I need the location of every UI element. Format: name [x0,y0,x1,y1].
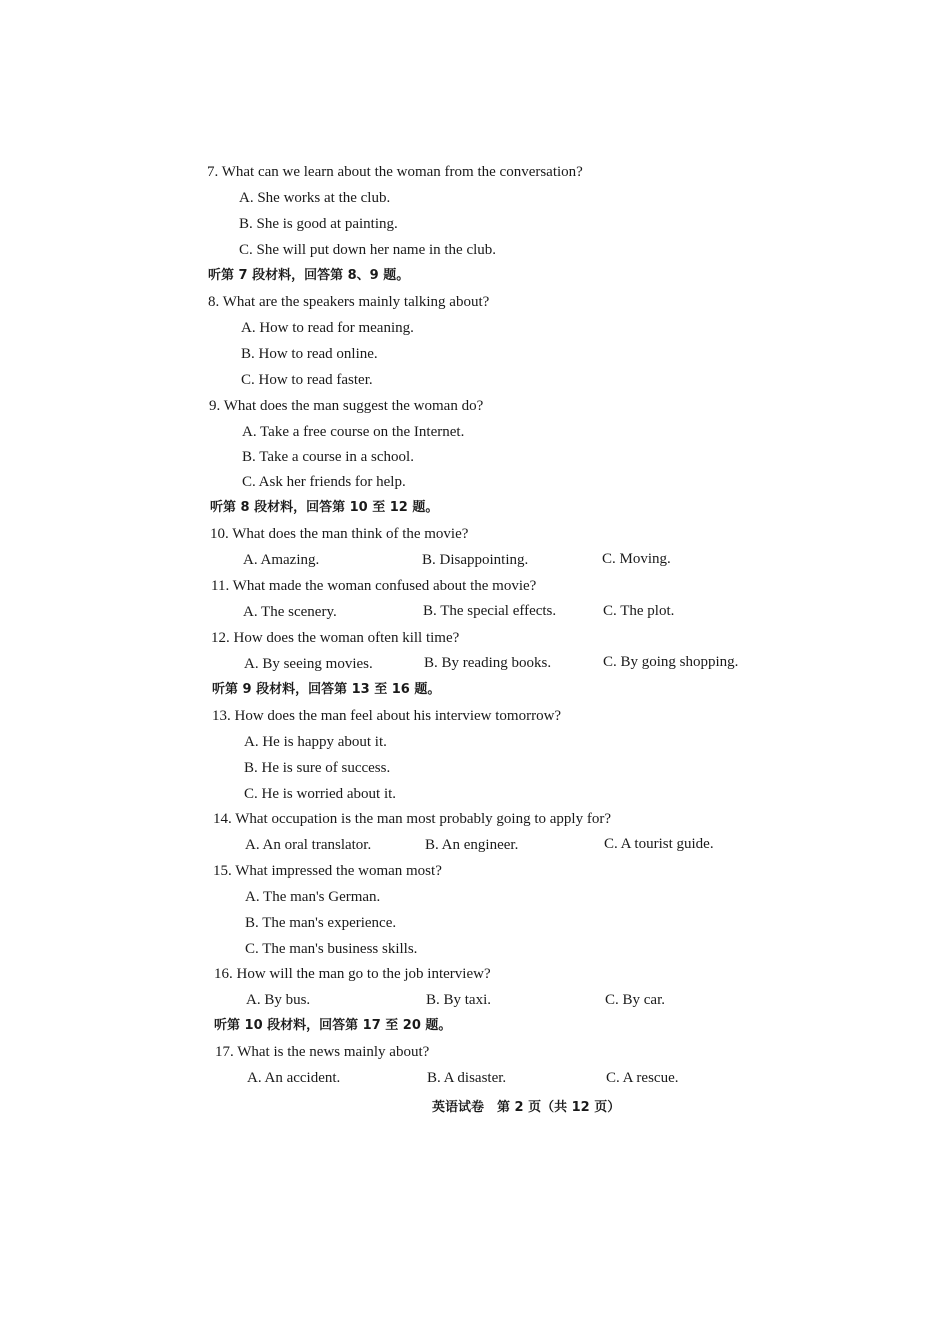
q8-option-a: A. How to read for meaning. [241,320,414,336]
section-heading-9: 听第 9 段材料，回答第 13 至 16 题。 [212,682,441,697]
page-footer: 英语试卷 第 2 页（共 12 页） [432,1100,621,1115]
q13-option-c: C. He is worried about it. [244,786,397,802]
question-10: 10. What does the man think of the movie? [210,526,469,542]
q8-option-c: C. How to read faster. [241,372,373,388]
q11-option-a: A. The scenery. [243,604,337,620]
q14-option-a: A. An oral translator. [245,837,372,853]
q11-option-b: B. The special effects. [423,603,557,619]
q9-option-a: A. Take a free course on the Internet. [242,424,465,440]
q14-option-b: B. An engineer. [425,837,519,853]
question-9: 9. What does the man suggest the woman do? [209,398,484,414]
q16-option-a: A. By bus. [246,992,311,1008]
q10-option-b: B. Disappointing. [422,552,529,568]
q10-option-a: A. Amazing. [243,552,320,568]
question-15: 15. What impressed the woman most? [213,863,442,879]
q10-option-c: C. Moving. [602,551,671,567]
q17-option-c: C. A rescue. [606,1070,679,1086]
q12-option-b: B. By reading books. [424,655,552,671]
q15-option-b: B. The man's experience. [245,915,397,931]
question-12: 12. How does the woman often kill time? [211,630,460,646]
question-7: 7. What can we learn about the woman from the conversation? [207,164,583,180]
q8-option-b: B. How to read online. [241,346,378,362]
q13-option-a: A. He is happy about it. [244,734,387,750]
question-17: 17. What is the news mainly about? [215,1044,430,1060]
q17-option-a: A. An accident. [247,1070,341,1086]
q15-option-c: C. The man's business skills. [245,941,418,957]
q9-option-b: B. Take a course in a school. [242,449,414,465]
section-heading-10: 听第 10 段材料，回答第 17 至 20 题。 [214,1018,452,1033]
q9-option-c: C. Ask her friends for help. [242,474,406,490]
question-16: 16. How will the man go to the job interview? [214,966,491,982]
q16-option-c: C. By car. [605,992,665,1008]
q13-option-b: B. He is sure of success. [244,760,391,776]
q7-option-c: C. She will put down her name in the club. [239,242,497,258]
question-8: 8. What are the speakers mainly talking about? [208,294,490,310]
question-13: 13. How does the man feel about his interview tomorrow? [212,708,562,724]
section-heading-8: 听第 8 段材料，回答第 10 至 12 题。 [210,500,439,515]
q17-option-b: B. A disaster. [427,1070,507,1086]
q16-option-b: B. By taxi. [426,992,492,1008]
q15-option-a: A. The man's German. [245,889,381,905]
q7-option-a: A. She works at the club. [239,190,391,206]
q12-option-a: A. By seeing movies. [244,656,373,672]
q14-option-c: C. A tourist guide. [604,836,714,852]
q12-option-c: C. By going shopping. [603,654,739,670]
question-14: 14. What occupation is the man most probably going to apply for? [213,811,611,827]
q11-option-c: C. The plot. [603,603,675,619]
section-heading-7: 听第 7 段材料，回答第 8、9 题。 [208,268,410,283]
question-11: 11. What made the woman confused about the movie? [211,578,537,594]
q7-option-b: B. She is good at painting. [239,216,398,232]
